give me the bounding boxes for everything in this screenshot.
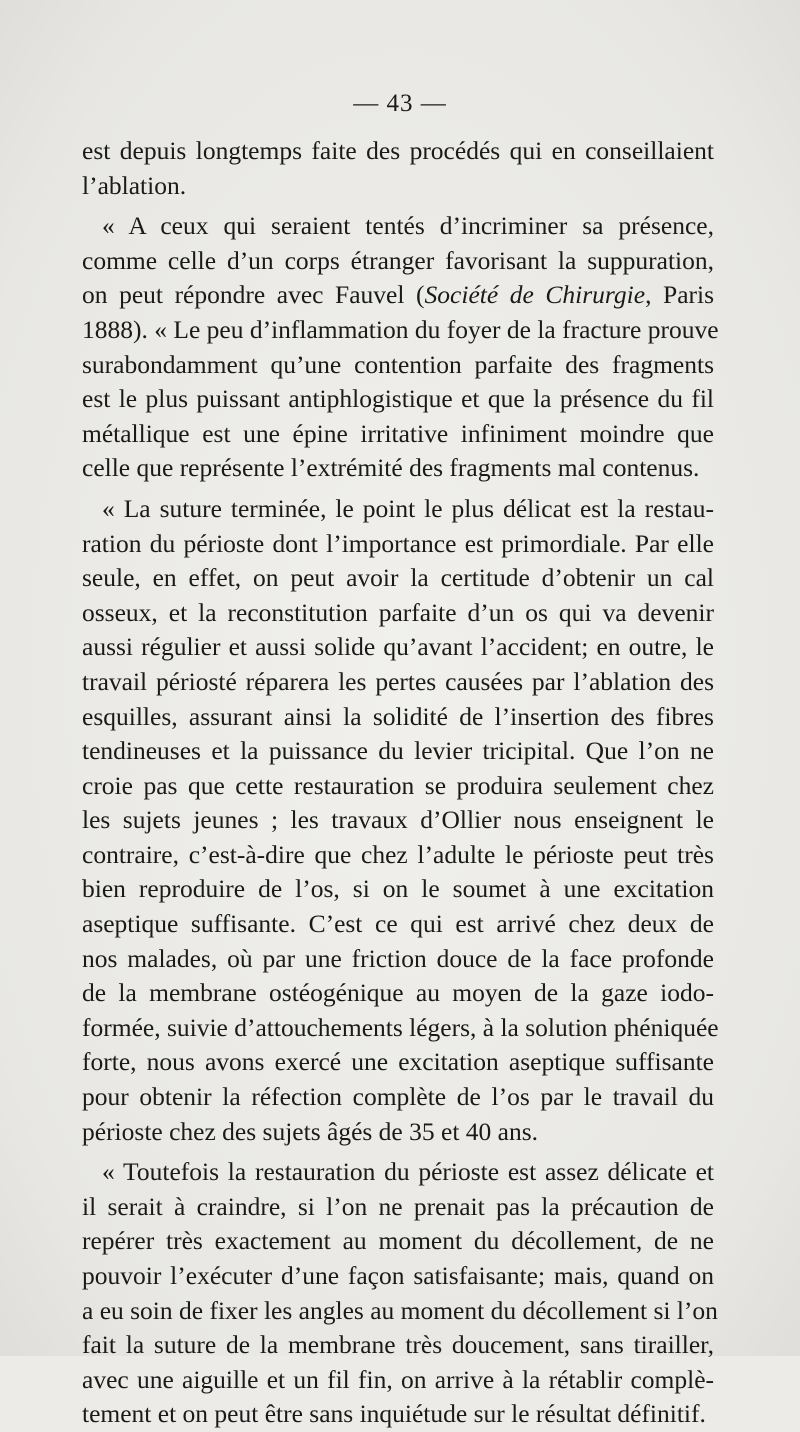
text-line: osseux, et la reconstitution parfaite d’un os qui va devenir xyxy=(82,597,714,627)
text-line: 1888). « Le peu d’inflammation du foyer de la fracture prouve xyxy=(82,314,719,344)
text-line: croie pas que cette restauration se produira seulement chez xyxy=(82,770,714,800)
page-number: — 43 — xyxy=(353,90,447,117)
text-line: a eu soin de fixer les angles au moment du décollement si l’on xyxy=(82,1295,718,1325)
text-line: « Toutefois la restauration du périoste est assez délicate et xyxy=(102,1157,714,1187)
text-line: pour obtenir la réfection complète de l’os par le travail du xyxy=(82,1082,714,1112)
text-line: est le plus puissant antiphlogistique et que la présence du fil xyxy=(82,384,714,414)
text-line: contraire, c’est-à-dire que chez l’adulte le périoste peut très xyxy=(82,839,714,869)
journal-title: Société de Chirurgie xyxy=(424,280,646,310)
text-line: périoste chez des sujets âgés de 35 et 40 ans. xyxy=(82,1116,539,1146)
text-line: repérer très exactement au moment du décollement, de ne xyxy=(82,1226,714,1256)
text-line: celle que représente l’extrémité des fragments mal contenus. xyxy=(82,453,700,483)
text-line: nos malades, où par une friction douce de la face profonde xyxy=(82,943,714,973)
paragraph xyxy=(82,209,719,486)
text-line: travail périosté réparera les pertes causées par l’ablation des xyxy=(82,666,714,696)
text-line: formée, suivie d’attouchements légers, à la solution phéniquée xyxy=(82,1012,719,1042)
paragraph xyxy=(82,134,714,203)
text-line: tement et on peut être sans inquiétude sur le résultat définitif. xyxy=(82,1399,706,1429)
text-line: « La suture terminée, le point le plus délicat est la restau- xyxy=(102,493,714,523)
body-text xyxy=(82,134,719,1432)
text-line: seule, en effet, on peut avoir la certitude d’obtenir un cal xyxy=(82,563,714,593)
text-line: l’ablation. xyxy=(82,170,187,200)
text-line: fait la suture de la membrane très doucement, sans tirailler, xyxy=(82,1330,714,1360)
paragraph xyxy=(82,492,719,1149)
text-line: aseptique suffisante. C’est ce qui est arrivé chez deux de xyxy=(82,909,714,939)
text-line: forte, nous avons exercé une excitation aseptique suffisante xyxy=(82,1047,714,1077)
text-line: pouvoir l’exécuter d’une façon satisfaisante; mais, quand on xyxy=(82,1261,714,1290)
paragraph xyxy=(82,1155,718,1432)
text-line: ration du périoste dont l’importance est primordiale. Par elle xyxy=(82,528,714,558)
text-line: surabondamment qu’une contention parfaite des fragments xyxy=(82,349,714,379)
text-line: est depuis longtemps faite des procédés qui en conseillaient xyxy=(82,136,714,165)
text-line: de la membrane ostéogénique au moyen de la gaze iodo- xyxy=(82,978,714,1008)
text-line: métallique est une épine irritative infiniment moindre que xyxy=(82,418,714,448)
text-line: on peut répondre avec Fauvel (Société de Chirurgie, Paris xyxy=(82,280,715,310)
text-line: esquilles, assurant ainsi la solidité de l’insertion des fibres xyxy=(82,701,714,731)
text-line: avec une aiguille et un fil fin, on arrive à la rétablir complè- xyxy=(82,1364,714,1394)
text-line: les sujets jeunes ; les travaux d’Ollier nous enseignent le xyxy=(82,805,714,835)
text-line: bien reproduire de l’os, si on le soumet à une excitation xyxy=(82,874,714,904)
text-line: aussi régulier et aussi solide qu’avant l’accident; en outre, le xyxy=(82,632,714,662)
text-line: il serait à craindre, si l’on ne prenait pas la précaution de xyxy=(82,1191,714,1221)
text-line: comme celle d’un corps étranger favorisant la suppuration, xyxy=(82,245,714,275)
text-line: « A ceux qui seraient tentés d’incriminer sa présence, xyxy=(102,211,714,241)
text-line: tendineuses et la puissance du levier tricipital. Que l’on ne xyxy=(82,736,714,766)
